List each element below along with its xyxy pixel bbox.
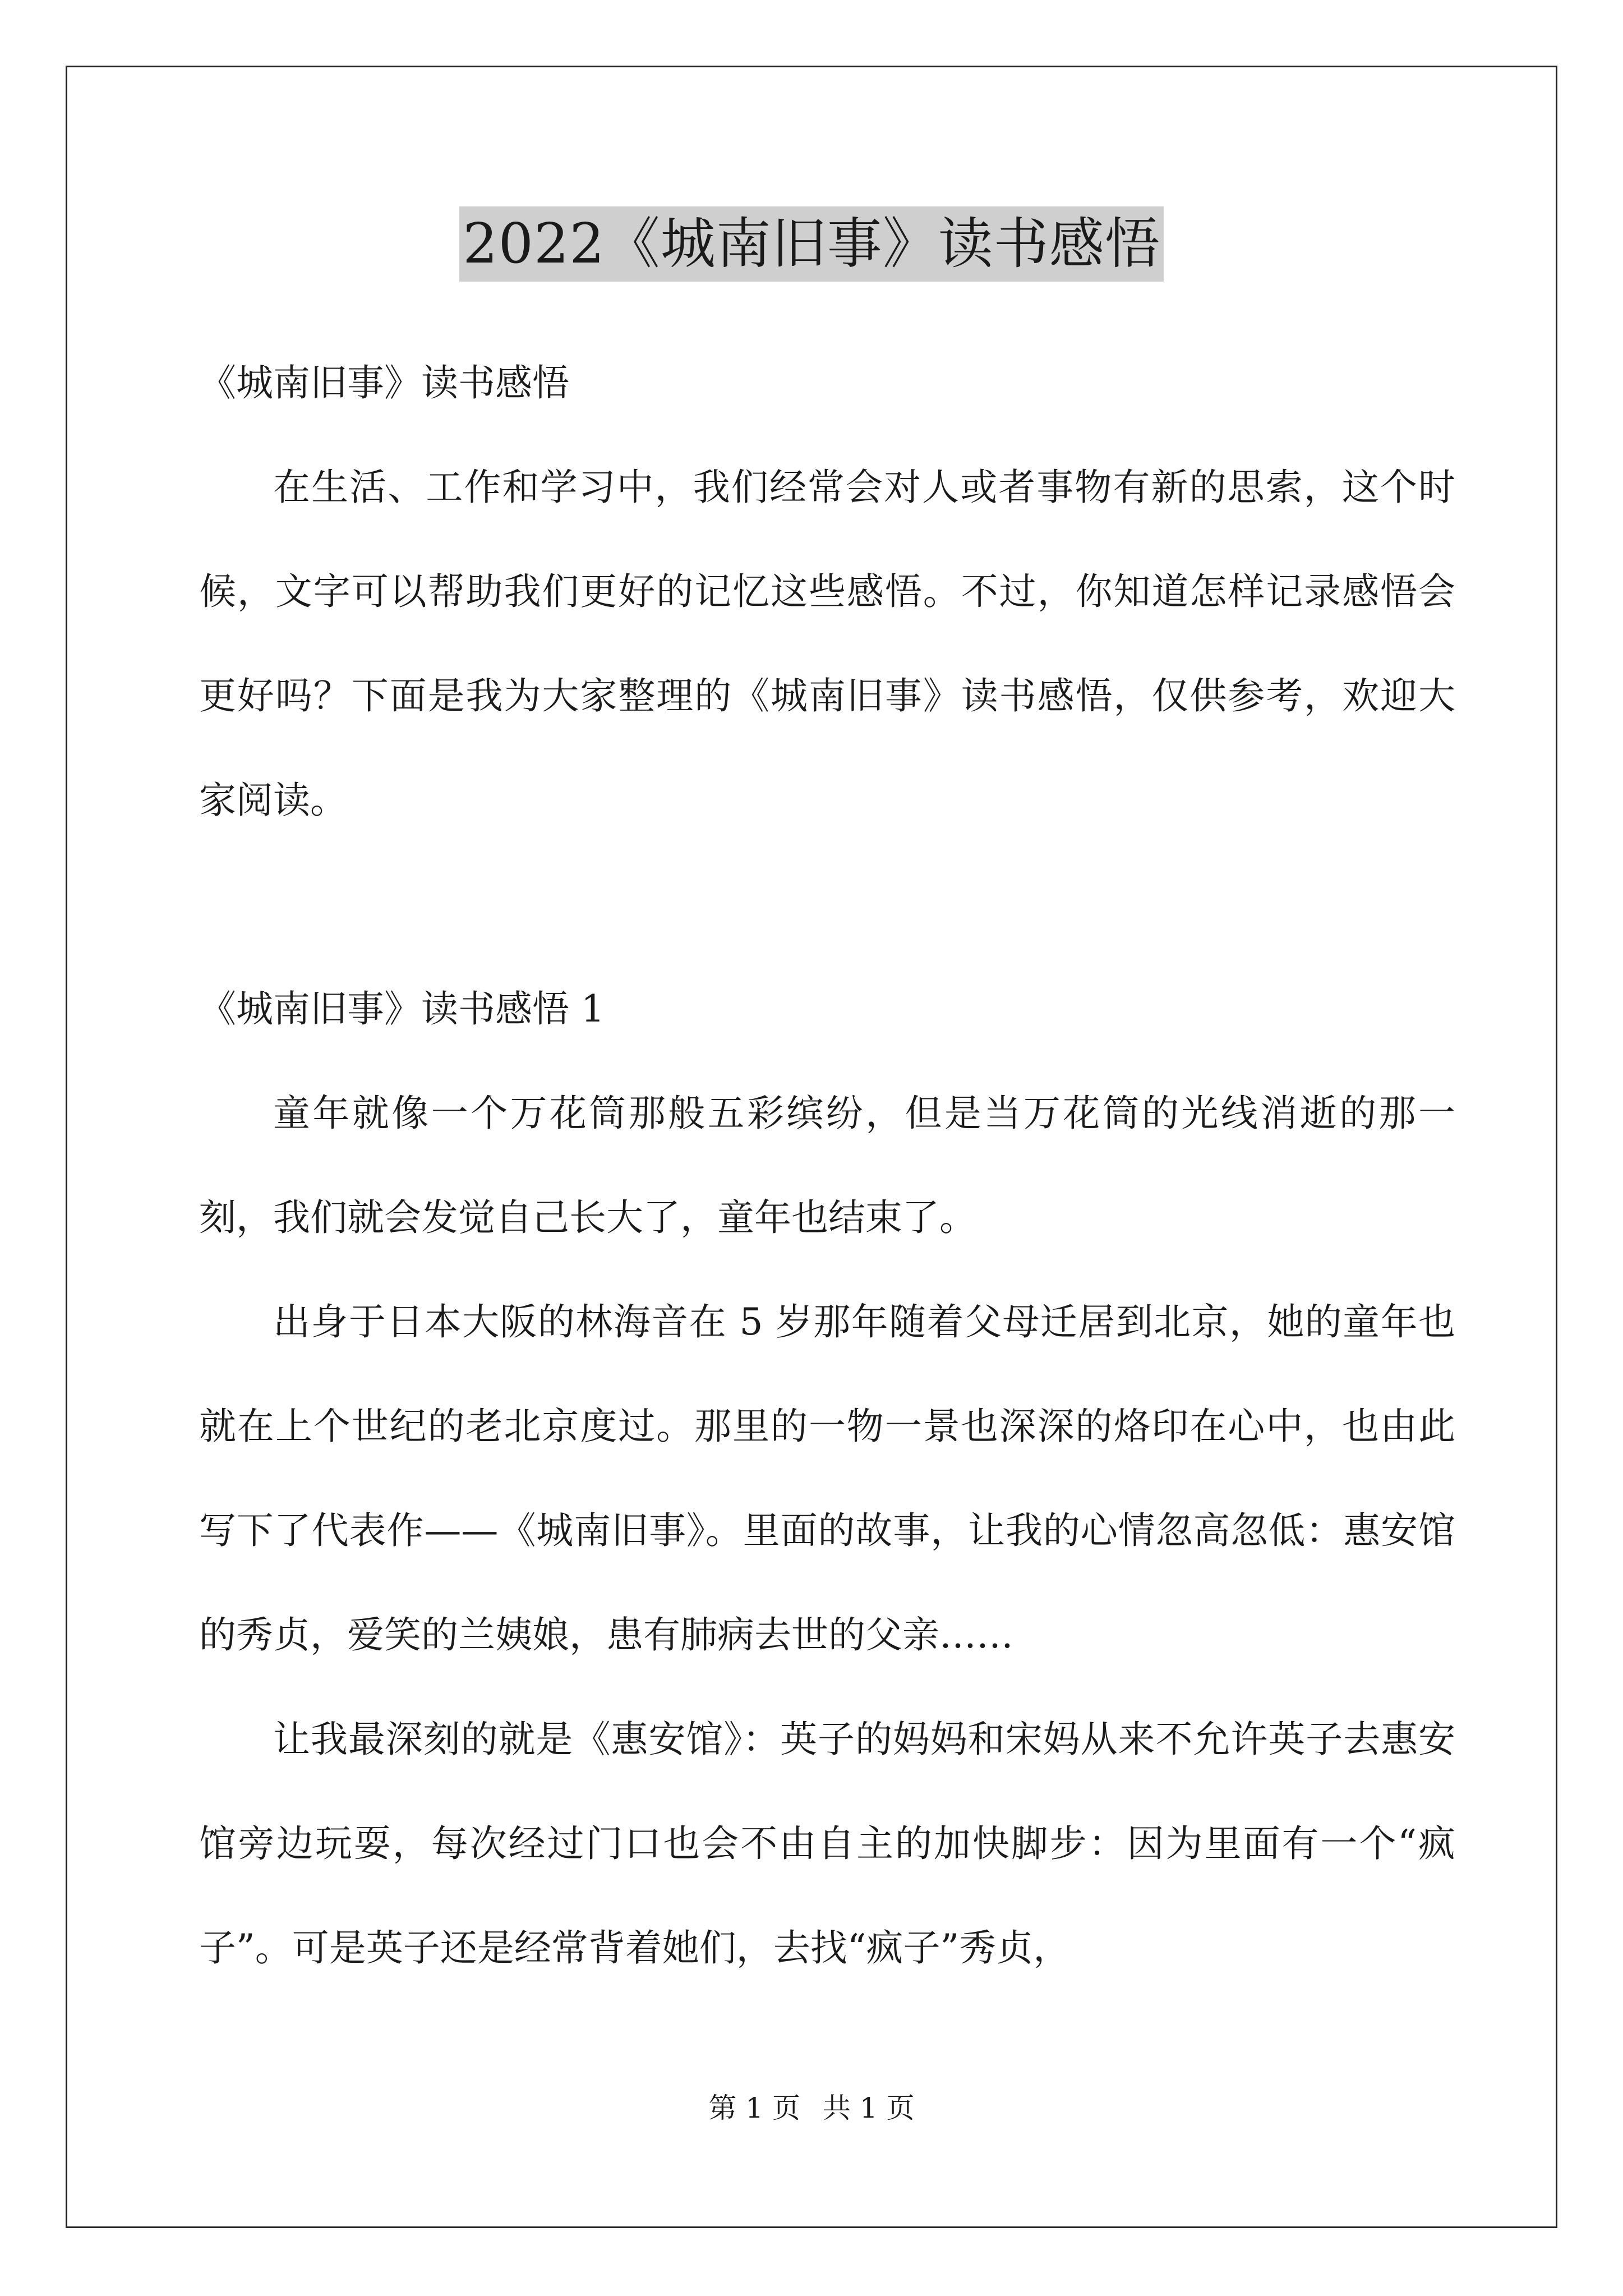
document-title: 2022《城南旧事》读书感悟 — [459, 206, 1163, 282]
page-number: 第 1 页 — [708, 2092, 800, 2124]
section-spacer — [199, 853, 1455, 957]
section-heading: 《城南旧事》读书感悟 1 — [199, 987, 605, 1030]
page-footer — [0, 2091, 1623, 2125]
intro-heading: 《城南旧事》读书感悟 — [199, 361, 569, 404]
title-container — [0, 206, 1623, 282]
document-body — [199, 331, 1455, 2000]
intro-paragraph: 在生活、工作和学习中，我们经常会对人或者事物有新的思索，这个时候，文字可以帮助我们更好的记忆这些感悟。不过，你知道怎样记录感悟会更好吗？下面是我为大家整理的《城南旧事》读书感悟，仅供参考，欢迎大家阅读。 — [199, 466, 1455, 822]
body-paragraph: 童年就像一个万花筒那般五彩缤纷，但是当万花筒的光线消逝的那一刻，我们就会发觉自己长大了，童年也结束了。 — [199, 1092, 1455, 1239]
body-paragraph: 出身于日本大阪的林海音在 5 岁那年随着父母迁居到北京，她的童年也就在上个世纪的老北京度过。那里的一物一景也深深的烙印在心中，也由此写下了代表作——《城南旧事》。里面的故事，让我的心情忽高忽低：惠安馆的秀贞，爱笑的兰姨娘，患有肺病去世的父亲…… — [199, 1300, 1455, 1657]
page-total: 共 1 页 — [823, 2092, 915, 2124]
body-paragraph: 让我最深刻的就是《惠安馆》：英子的妈妈和宋妈从来不允许英子去惠安馆旁边玩耍，每次经过门口也会不由自主的加快脚步：因为里面有一个“疯子”。可是英子还是经常背着她们，去找“疯子”秀贞， — [199, 1718, 1455, 1970]
